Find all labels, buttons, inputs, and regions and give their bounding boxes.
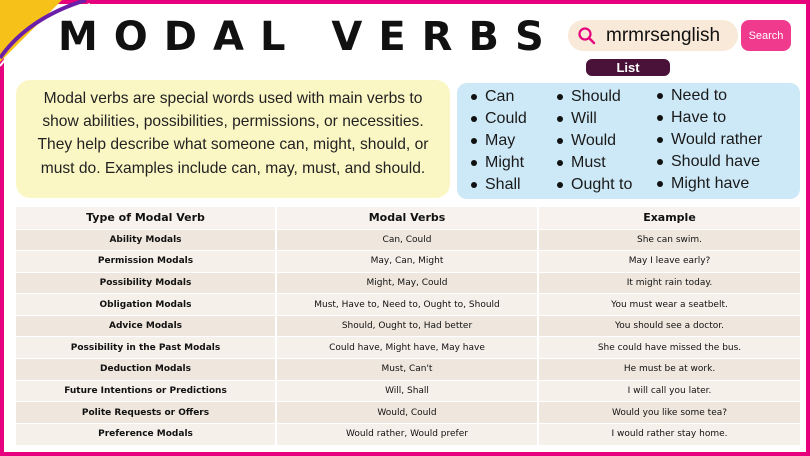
cell-type: Polite Requests or Offers [16,402,276,424]
table-row [16,229,800,251]
cell-type: Advice Modals [16,315,276,337]
table-row [16,251,800,273]
cell-verbs: Can, Could [276,229,538,251]
list-item: Should [557,86,632,108]
cell-verbs: Must, Have to, Need to, Ought to, Should [276,294,538,316]
cell-type: Deduction Modals [16,359,276,381]
column-header-example: Example [538,207,800,229]
intro-paragraph: Modal verbs are special words used with main verbs to show abilities, possibilities, permissions, or necessities. They help describe what someone can, might, should, or must do. Examples include can, may, must, and should. [16,80,450,198]
cell-verbs: Would rather, Would prefer [276,423,538,445]
table-row [16,294,800,316]
cell-example: He must be at work. [538,359,800,381]
table-row [16,423,800,445]
list-item: Have to [657,107,762,129]
search-value: mrmrsenglish [606,24,721,46]
table-header-row [16,207,800,229]
table-row [16,315,800,337]
table-row [16,359,800,381]
cell-type: Ability Modals [16,229,276,251]
cell-example: It might rain today. [538,272,800,294]
table-row [16,337,800,359]
verb-column-3 [657,85,762,195]
cell-example: You must wear a seatbelt. [538,294,800,316]
cell-verbs: Would, Could [276,402,538,424]
cell-type: Possibility in the Past Modals [16,337,276,359]
cell-type: Future Intentions or Predictions [16,380,276,402]
cell-verbs: May, Can, Might [276,251,538,273]
cell-example: I will call you later. [538,380,800,402]
cell-type: Obligation Modals [16,294,276,316]
list-item: Shall [471,174,527,196]
search-icon [576,25,598,47]
modal-verb-list [457,83,800,199]
table-row [16,380,800,402]
column-header-verbs: Modal Verbs [276,207,538,229]
list-item: Need to [657,85,762,107]
table-row [16,402,800,424]
cell-type: Permission Modals [16,251,276,273]
list-item: Should have [657,151,762,173]
cell-verbs: Will, Shall [276,380,538,402]
list-item: Will [557,108,632,130]
cell-verbs: Could have, Might have, May have [276,337,538,359]
list-badge: List [586,59,670,76]
list-item: May [471,130,527,152]
cell-example: You should see a doctor. [538,315,800,337]
column-header-type: Type of Modal Verb [16,207,276,229]
cell-example: She could have missed the bus. [538,337,800,359]
cell-example: May I leave early? [538,251,800,273]
page-title: MODAL VERBS [58,14,560,60]
list-item: Might have [657,173,762,195]
list-item: Would rather [657,129,762,151]
list-item: Could [471,108,527,130]
list-item: Ought to [557,174,632,196]
cell-verbs: Must, Can't [276,359,538,381]
list-item: Would [557,130,632,152]
search-button[interactable]: Search [741,20,791,51]
list-item: Can [471,86,527,108]
cell-example: She can swim. [538,229,800,251]
verb-column-1 [471,86,527,196]
cell-example: I would rather stay home. [538,423,800,445]
cell-verbs: Should, Ought to, Had better [276,315,538,337]
table-row [16,272,800,294]
list-item: Might [471,152,527,174]
modal-verbs-table [16,207,800,445]
cell-example: Would you like some tea? [538,402,800,424]
search-input[interactable] [568,20,738,51]
cell-type: Preference Modals [16,423,276,445]
verb-column-2 [557,86,632,196]
list-item: Must [557,152,632,174]
cell-type: Possibility Modals [16,272,276,294]
cell-verbs: Might, May, Could [276,272,538,294]
